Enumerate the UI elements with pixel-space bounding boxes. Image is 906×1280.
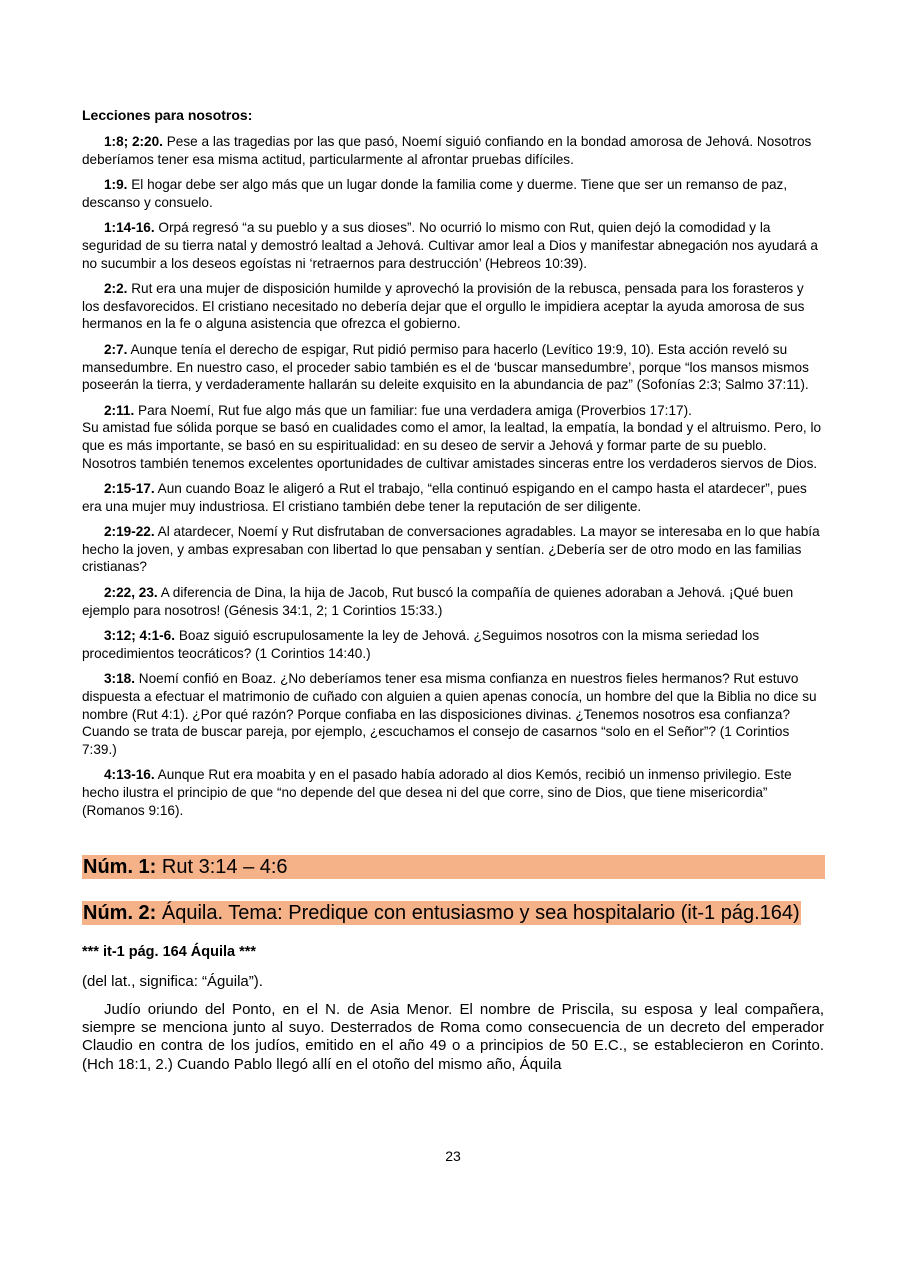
lesson-text: Rut era una mujer de disposición humilde y aprovechó la provisión de la rebusca, pensada para los forasteros y los desfavorecidos. El cristiano necesitado no debería dejar que el orgullo le impidiera aceptar la ayuda amorosa de sus hermanos en la fe o alguna asistencia que ofrezca el gobierno. [82, 281, 805, 332]
lesson-ref: 2:19-22. [104, 524, 155, 540]
page-content [82, 106, 824, 1074]
assignment-2-band [82, 901, 801, 925]
lesson-item [82, 219, 824, 272]
lesson-item [82, 402, 824, 472]
lesson-item [82, 670, 824, 758]
lesson-item [82, 584, 824, 619]
lesson-ref: 2:2. [104, 281, 128, 297]
lesson-text: Pese a las tragedias por las que pasó, Noemí siguió confiando en la bondad amorosa de Jehová. Nosotros deberíamos tener esa misma actitud, particularmente al afrontar pruebas difíciles. [82, 134, 812, 167]
lesson-text-continued: Su amistad fue sólida porque se basó en cualidades como el amor, la lealtad, la empatía, la bondad y el altruismo. Pero, lo que es más importante, se basó en su espiritualidad: en su deseo de servir a Jehová y formar parte de su pueblo. Nosotros también tenemos excelentes oportunidades de cultivar amistades sinceras entre los verdaderos siervos de Dios. [82, 420, 822, 471]
lesson-item [82, 766, 824, 819]
lesson-ref: 1:14-16. [104, 220, 155, 236]
lesson-ref: 2:11. [104, 402, 135, 418]
assignment-2-text: Áquila. Tema: Predique con entusiasmo y sea hospitalario (it-1 pág.164) [161, 902, 800, 925]
lesson-ref: 3:12; 4:1-6. [104, 628, 176, 644]
assignment-1-label: Núm. 1: [83, 856, 157, 879]
lesson-item [82, 480, 824, 515]
lesson-item [82, 176, 824, 211]
lesson-text: Orpá regresó “a su pueblo y a sus dioses”. No ocurrió lo mismo con Rut, quien dejó la comodidad y la seguridad de su tierra natal y demostró lealtad a Jehová. Cultivar amor leal a Dios y manifestar abnegación nos ayudará a no sucumbir a los deseos egoístas ni ‘retraernos para destrucción’ (Hebreos 10:39). [82, 220, 818, 271]
lesson-ref: 2:7. [104, 341, 128, 357]
reference-heading: *** it-1 pág. 164 Áquila *** [82, 944, 257, 961]
lessons-heading: Lecciones para nosotros: [82, 107, 253, 123]
lesson-text: Aunque Rut era moabita y en el pasado había adorado al dios Kemós, recibió un inmenso privilegio. Este hecho ilustra el principio de que “no depende del que desea ni del que corre, sino de Dios, que tiene misericordia” (Romanos 9:16). [82, 767, 792, 818]
lesson-item [82, 627, 824, 662]
lesson-item [82, 523, 824, 576]
assignment-1-band [82, 855, 825, 879]
assignment-1-text: Rut 3:14 – 4:6 [161, 856, 288, 879]
lesson-ref: 2:22, 23. [104, 585, 158, 601]
lesson-ref: 1:9. [104, 177, 128, 193]
lesson-text: Al atardecer, Noemí y Rut disfrutaban de conversaciones agradables. La mayor se interesaba en lo que había hecho la joven, y ambas expresaban con libertad lo que pensaban y sentían. ¿Debería ser de otro modo en las familias cristianas? [82, 524, 820, 575]
lesson-item [82, 280, 824, 333]
lesson-text: Aunque tenía el derecho de espigar, Rut pidió permiso para hacerlo (Levítico 19:9, 10). Esta acción reveló su mansedumbre. En nuestro caso, el proceder sabio también es el de ‘buscar mansedumbre’, porque “los mansos mismos poseerán la tierra, y verdaderamente hallarán su deleite exquisito en la abundancia de paz” (Sofonías 2:3; Salmo 37:11). [82, 341, 809, 393]
lesson-item [82, 133, 824, 168]
assignment-2-label: Núm. 2: [83, 902, 157, 925]
lesson-ref: 2:15-17. [104, 481, 155, 497]
etymology: (del lat., significa: “Águila”). [82, 973, 263, 991]
lesson-text: A diferencia de Dina, la hija de Jacob, Rut buscó la compañía de quienes adoraban a Jehová. ¡Qué buen ejemplo para nosotros! (Génesis 34:1, 2; 1 Corintios 15:33.) [82, 585, 794, 618]
lesson-ref: 4:13-16. [104, 767, 155, 783]
lesson-text: Noemí confió en Boaz. ¿No deberíamos tener esa misma confianza en nuestros fieles hermanos? Rut estuvo dispuesta a efectuar el matrimonio de cuñado con alguien a quien apenas conocía, un hombre del que la Biblia no dice su nombre (Rut 4:1). ¿Por qué razón? Porque confiaba en las disposiciones divinas. ¿Tenemos nosotros esa confianza? Cuando se trata de buscar pareja, por ejemplo, ¿escuchamos el consejo de casarnos “solo en el Señor”? (1 Corintios 7:39.) [82, 671, 817, 757]
body-paragraph: Judío oriundo del Ponto, en el N. de Asia Menor. El nombre de Priscila, su esposa y leal compañera, siempre se menciona junto al suyo. Desterrados de Roma como consecuencia de un decreto del emperador Claudio en contra de los judíos, emitido en el año 49 o a principios de 50 E.C., se establecieron en Corinto. (Hch 18:1, 2.) Cuando Pablo llegó allí en el otoño del mismo año, Áquila [82, 1000, 824, 1073]
lesson-text: Aun cuando Boaz le aligeró a Rut el trabajo, “ella continuó espigando en el campo hasta el atardecer”, pues era una mujer muy industriosa. El cristiano también debe tener la reputación de ser diligente. [82, 481, 807, 514]
page-number: 23 [445, 1148, 461, 1164]
lesson-ref: 1:8; 2:20. [104, 134, 163, 149]
lesson-text: Boaz siguió escrupulosamente la ley de Jehová. ¿Seguimos nosotros con la misma seriedad los procedimientos teocráticos? (1 Corintios 14:40.) [82, 628, 760, 661]
lesson-item [82, 341, 824, 394]
lesson-text: El hogar debe ser algo más que un lugar donde la familia come y duerme. Tiene que ser un remanso de paz, descanso y consuelo. [82, 177, 788, 210]
lesson-text: Para Noemí, Rut fue algo más que un familiar: fue una verdadera amiga (Proverbios 17:17). [138, 402, 692, 418]
lesson-ref: 3:18. [104, 671, 135, 687]
